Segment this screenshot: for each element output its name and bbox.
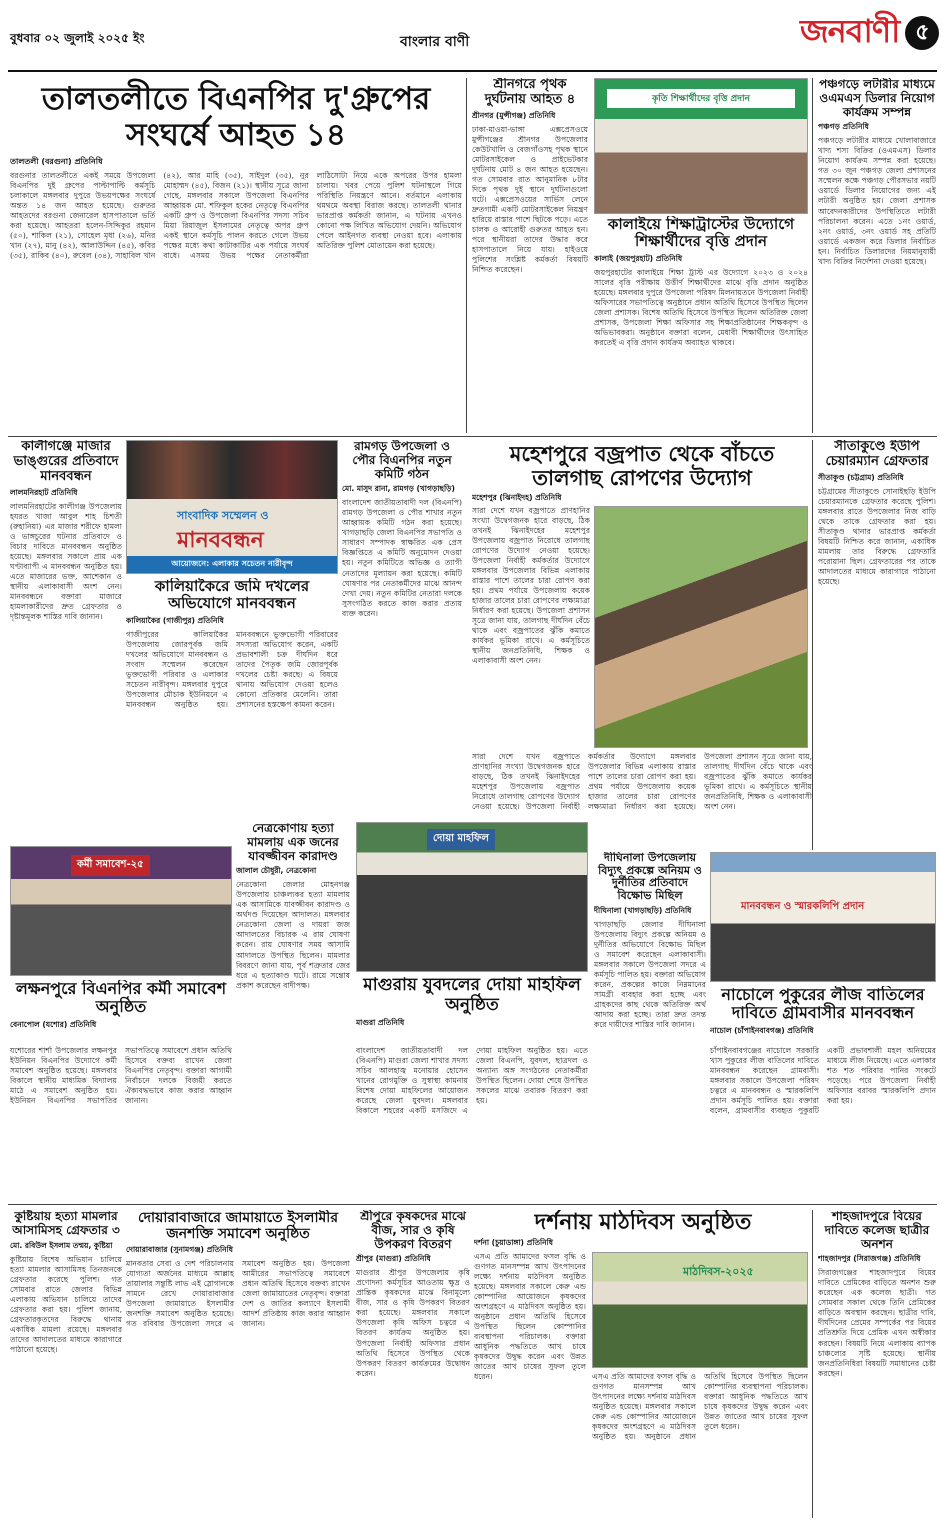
body-sreepur: মাগুরার শ্রীপুর উপজেলায় কৃষি প্রণোদনা কর্মসূচির আওতায় ক্ষুদ্র ও প্রান্তিক কৃষকদের মাঝে বিনামূল্যে বীজ, সার ও কৃষি উপকরণ বিতরণ করা হয়েছে। মঙ্গলবার সকালে উপজেলা কৃষি অফিস চত্বরে এ বিতরণ কার্যক্রম অনুষ্ঠিত হয়। উপজেলা নির্বাহী অফিসার প্রধান অতিথি হিসেবে উপস্থিত থেকে উপকরণ বিতরণ কার্যক্রমের উদ্বোধন করেন। [356, 1268, 470, 1378]
body-kaliakair: গাজীপুরের কালিয়াকৈর উপজেলায় জোরপূর্বক জমি দখলের অভিযোগে মানববন্ধন ও সংবাদ সম্মেলন করেছেন ভুক্তভোগী পরিবার ও এলাকার সচেতন নারীবৃন্দ। মঙ্গলবার দুপুরে উপজেলার মৌচাক ইউনিয়নে এ মানববন্ধন অনুষ্ঠিত হয়। মানববন্ধনে ভুক্তভোগী পরিবারের সদস্যরা অভিযোগ করেন, একটি প্রভাবশালী চক্র দীর্ঘদিন ধরে তাদের পৈতৃক জমি জোরপূর্বক দখলের চেষ্টা করছে। এ বিষয়ে থানায় অভিযোগ দেওয়া হলেও কোনো প্রতিকার মেলেনি। তারা প্রশাসনের হস্তক্ষেপ কামনা করেন। [126, 629, 338, 709]
article-taltoli [10, 78, 462, 430]
lakshmanpur-banner: কর্মী সমাবেশ-২৫ [71, 855, 150, 876]
kalai-banner: কৃতি শিক্ষার্থীদের বৃত্তি প্রদান [607, 89, 795, 108]
article-ramgarh [342, 440, 462, 740]
body-dowarabazar: মানবতার সেবা ও দেশ পরিচালনায় যোগ্যতা অর্জনের মাধ্যমে আল্লাহ তায়ালার সন্তুষ্টি লাভ এই স্লোগানকে সামনে রেখে দোয়ারাবাজার উপজেলা জামায়াতে ইসলামীর জনশক্তি সমাবেশ অনুষ্ঠিত হয়েছে। গত রবিবার উপজেলা সদরে এ সমাবেশ অনুষ্ঠিত হয়। উপজেলা আমীরের সভাপতিত্বে সমাবেশে প্রধান অতিথি হিসেবে বক্তব্য রাখেন জেলা জামায়াতের নেতৃবৃন্দ। বক্তারা দেশ ও জাতির কল্যাণে ইসলামী আদর্শ প্রতিষ্ঠায় কাজ করার আহ্বান জানান। [126, 1259, 350, 1329]
headline-kaliganj: কালীগঞ্জে মাজার ভাঙ্গুরের প্রতিবাদে মানববন্ধন [13, 440, 119, 484]
byline-sreenagar: শ্রীনগর (মুন্সীগঞ্জ) প্রতিনিধি [472, 110, 556, 120]
article-panchagarh [818, 78, 936, 430]
byline-taltoli: তালতলী (বরগুনা) প্রতিনিধি [10, 157, 103, 167]
byline-kushtia: মো. রবিউল ইসলাম তন্ময়, কুষ্টিয়া [10, 1240, 113, 1250]
headline-sitakunda: সীতাকুণ্ডে ইউপি চেয়ারম্যান গ্রেফতার [825, 440, 929, 469]
byline-kaliakair: কালিয়াকৈর (গাজীপুর) প্রতিনিধি [126, 615, 224, 625]
byline-ramgarh: মো. মাসুদ রানা, রামগড় (খাগড়াছড়ি) [342, 484, 455, 494]
article-sitakunda [818, 440, 936, 850]
byline-nachole: নাচোল (চাঁপাইনবাবগঞ্জ) প্রতিনিধি [710, 1025, 814, 1035]
darshana-banner: মাঠদিবস-২০২৫ [683, 1265, 754, 1278]
masthead-date: বুধবার ০২ জুলাই ২০২৫ ইং [10, 31, 145, 45]
rule-h-1 [8, 436, 937, 437]
photo-lakshmanpur-rally [10, 846, 232, 976]
byline-dowarabazar: দোয়ারাবাজার (সুনামগঞ্জ) প্রতিনিধি [126, 1245, 233, 1255]
byline-panchagarh: পঞ্চগড় প্রতিনিধি [818, 122, 869, 132]
lakshmanpur-body-wrap [10, 1046, 232, 1196]
headline-ramgarh: রামগড় উপজেলা ও পৌর বিএনপির নতুন কমিটি গঠন [352, 440, 452, 481]
article-kalai [594, 216, 808, 434]
body-darshana: এসএ প্রতি আমাদের ফসল বৃদ্ধি ও গুণগত মানসম্পন্ন আখ উৎপাদনের লক্ষ্যে দর্শনায় মাঠদিবস অনুষ্ঠিত হয়েছে। মঙ্গলবার সকালে কেরু এন্ড কোম্পানির আয়োজনে কৃষকদের অংশগ্রহণে এ মাঠদিবস অনুষ্ঠিত হয়। অনুষ্ঠানে প্রধান অতিথি হিসেবে উপস্থিত ছিলেন কোম্পানির ব্যবস্থাপনা পরিচালক। বক্তারা আধুনিক পদ্ধতিতে আখ চাষে কৃষকদের উদ্বুদ্ধ করেন এবং উন্নত জাতের আখ চাষের সুফল তুলে ধরেন। [474, 1252, 586, 1382]
kaliakair-banner-sub: আয়োজনে: এলাকার সচেতন নারীবৃন্দ [127, 556, 337, 573]
article-netrokona [236, 822, 350, 1192]
photo-maheshpur-palm-planting [594, 506, 808, 748]
magura-banner: দোয়া মাহফিল [427, 829, 495, 850]
masthead-rule [8, 70, 937, 72]
byline-kalai: কালাই (জয়পুরহাট) প্রতিনিধি [594, 253, 683, 263]
body-magura: বাংলাদেশ জাতীয়তাবাদী দল (বিএনপি) মাগুরা জেলা শাখার সদস্য সচিব আলহাজ্ব মনোয়ার হোসেন খানের রোগমুক্তি ও সুস্বাস্থ্য কামনায় বিশেষ দোয়া মাহফিলের আয়োজন করেছে জেলা যুবদল। মঙ্গলবার বিকালে শহরের একটি মসজিদে এ দোয়া মাহফিল অনুষ্ঠিত হয়। এতে জেলা বিএনপি, যুবদল, ছাত্রদল ও অন্যান্য অঙ্গ সংগঠনের নেতাকর্মীরা উপস্থিত ছিলেন। দোয়া শেষে উপস্থিত সকলের মাঝে তবারক বিতরণ করা হয়। [356, 1046, 588, 1116]
kaliakair-crowd [127, 441, 337, 499]
headline-sreenagar: শ্রীনগরে পৃথক দুর্ঘটনায় আহত ৪ [484, 78, 576, 107]
headline-kaliakair: কালিয়াকৈরে জমি দখলের অভিযোগে মানববন্ধন [154, 578, 310, 613]
byline-kaliganj: লালমনিরহাট প্রতিনিধি [10, 487, 78, 497]
rule-v-4 [812, 1210, 813, 1518]
body-maheshpur: সারা দেশে যখন বজ্রপাতে প্রাণহানির সংখ্যা উদ্বেগজনক হারে বাড়ছে, ঠিক তখনই ঝিনাইদহের মহেশপুর উপজেলায় বজ্রপাত নিরোধে তালগাছ রোপণের উদ্যোগ নেওয়া হয়েছে। উপজেলা নির্বাহী কর্মকর্তার উদ্যোগে মঙ্গলবার উপজেলার বিভিন্ন এলাকায় রাস্তার পাশে তালের চারা রোপণ করা হয়। প্রথম পর্যায়ে উপজেলায় কয়েক হাজার তালের চারা রোপণের লক্ষ্যমাত্রা নির্ধারণ করা হয়েছে। উপজেলা প্রশাসন সূত্রে জানা যায়, তালগাছ দীর্ঘদিন বেঁচে থাকে এবং বজ্রপাতের ঝুঁকি কমাতে কার্যকর ভূমিকা রাখে। এ কর্মসূচিতে স্থানীয় জনপ্রতিনিধি, শিক্ষক ও এলাকাবাসী অংশ নেন। [472, 506, 590, 666]
kaliakair-banner-top: সাংবাদিক সম্মেলন ও [177, 509, 269, 522]
headline-sreepur: শ্রীপুরে কৃষকদের মাঝে বীজ, সার ও কৃষি উপকরণ বিতরণ [360, 1210, 466, 1251]
nachole-banner: মানববন্ধন ও স্মারকলিপি প্রদান [741, 901, 865, 912]
article-sreenagar [472, 78, 588, 418]
photo-nachole-rally [710, 852, 936, 982]
body-dighinala: খাগড়াছড়ি জেলার দীঘিনালা উপজেলায় বিদ্যুৎ প্রকল্পে অনিয়ম ও দুর্নীতির অভিযোগে বিক্ষোভ মিছিল ও সমাবেশ করেছেন এলাকাবাসী। মঙ্গলবার সকালে উপজেলা সদরে এ কর্মসূচি পালিত হয়। বক্তারা অভিযোগ করেন, প্রকল্পের কাজে নিম্নমানের সামগ্রী ব্যবহার করা হচ্ছে এবং গ্রাহকদের কাছ থেকে অতিরিক্ত অর্থ আদায় করা হচ্ছে। তারা দ্রুত তদন্ত করে দায়ীদের শাস্তির দাবি জানান। [594, 919, 706, 1029]
body-taltoli: বরগুনার তালতলীতে একই সময়ে উপজেলা বিএনপির দুই গ্রুপের পাল্টাপাল্টি কর্মসূচি চলাকালে মঙ্গলবার দুপুরে উভয়পক্ষের সংঘর্ষে অন্তত ১৪ জন আহত হয়েছে। গুরুতর আহতদের বরগুনা জেনারেল হাসপাতালে ভর্তি করা হয়েছে। আহতরা হলেন-সিদ্দিকুর রহমান (৫০), শাকিল (২১), সোহেল মৃধা (২৬), মনির খান (২৭), মানু (৪২), আলাউদ্দিন (৪৫), কবির (৩৫), রাকিব (৪০), রুবেল (৩৪), সাহাবিল খান (৪২), আর মাহি (৩৫), সাইদুল (৩৫), নুর মোহাম্মদ (৪৫), বিজন (২১)। স্থানীয় সূত্রে জানা গেছে, মঙ্গলবার সকালে উপজেলা বিএনপির আহ্বায়ক মো. শফিকুল হকের নেতৃত্বে বিএনপির একটি গ্রুপ ও উপজেলা বিএনপির সদস্য সচিব মিয়া রিয়াজুল ইসলামের নেতৃত্বে অপর গ্রুপ একই স্থানে কর্মসূচি পালন করতে গেলে উভয় পক্ষের মধ্যে কথা কাটাকাটির এক পর্যায়ে সংঘর্ষ বাধে। এসময় উভয় পক্ষের নেতাকর্মীরা লাঠিসোটা নিয়ে একে অপরের উপর হামলা চালায়। খবর পেয়ে পুলিশ ঘটনাস্থলে গিয়ে পরিস্থিতি নিয়ন্ত্রণে আনে। বর্তমানে এলাকায় থমথমে অবস্থা বিরাজ করছে। তালতলী থানার ভারপ্রাপ্ত কর্মকর্তা জানান, এ ঘটনায় এখনও কোনো পক্ষ লিখিত অভিযোগ দেয়নি। অভিযোগ পেলে আইনগত ব্যবস্থা নেওয়া হবে। এলাকায় অতিরিক্ত পুলিশ মোতায়েন করা হয়েছে। [10, 171, 462, 261]
headline-nachole: নাচোলে পুকুরের লীজ বাতিলের দাবিতে গ্রামবাসীর মানববন্ধন [721, 986, 925, 1023]
body-sreenagar: ঢাকা-মাওয়া-ভাঙ্গা এক্সপ্রেসওয়ে মুন্সীগঞ্জের শ্রীনগর উপজেলার কেউটখালি ও বেজগাঁওসহ পৃথক স্থানে মোটরসাইকেল ও প্রাইভেটকার দুর্ঘটনায় মোট ৪ জন আহত হয়েছেন। গত সোমবার রাত আনুমানিক ৮টার দিকে পৃথক দুই স্থানে দুর্ঘটনাগুলো ঘটে। এক্সপ্রেসওয়ের সার্ভিস লেনে দ্রুতগামী একটি মোটরসাইকেল নিয়ন্ত্রণ হারিয়ে রাস্তার পাশে ছিটকে পড়ে। এতে চালক ও আরোহী গুরুতর আহত হন। পরে স্থানীয়রা তাদের উদ্ধার করে হাসপাতালে নিয়ে যায়। হাইওয়ে পুলিশের সংশ্লিষ্ট কর্মকর্তা বিষয়টি নিশ্চিত করেছেন। [472, 124, 588, 275]
article-kaliakair [126, 578, 338, 840]
darshana-body-bottom [592, 1372, 808, 1518]
byline-netrokona: জালাল চৌধুরী, নেত্রকোনা [236, 866, 317, 876]
article-dowarabazar [126, 1210, 350, 1518]
body-panchagarh: পঞ্চগড়ে লটারীর মাধ্যমে খোলাবাজারে খাদ্য শস্য বিক্রির (ওএমএস) ডিলার নিয়োগ কার্যক্রম সম্পন্ন করা হয়েছে। গত ৩০ জুন পঞ্চগড় জেলা প্রশাসনের সম্মেলন কক্ষে পঞ্চগড় পৌরসভার নয়টি ওয়ার্ডে ডিলার নিয়োগের জন্য এই লটারী অনুষ্ঠিত হয়। জেলা প্রশাসক আবেদনকারীদের উপস্থিতিতে লটারী পরিচালনা করেন। এতে ১নং ওয়ার্ড, ২নং ওয়ার্ড, ৩নং ওয়ার্ড সহ প্রতিটি ওয়ার্ডে একজন করে ডিলার নির্বাচিত হন। নির্বাচিত ডিলারদের নিয়মানুযায়ী খাদ্য বিক্রির নির্দেশনা দেওয়া হয়েছে। [818, 136, 936, 266]
darshana-body-col [474, 1252, 586, 1518]
body-maheshpur-continued: সারা দেশে যখন বজ্রপাতে প্রাণহানির সংখ্যা উদ্বেগজনক হারে বাড়ছে, ঠিক তখনই ঝিনাইদহের মহেশপুর উপজেলায় বজ্রপাত নিরোধে তালগাছ রোপণের উদ্যোগ নেওয়া হয়েছে। উপজেলা নির্বাহী কর্মকর্তার উদ্যোগে মঙ্গলবার উপজেলার বিভিন্ন এলাকায় রাস্তার পাশে তালের চারা রোপণ করা হয়। প্রথম পর্যায়ে উপজেলায় কয়েক হাজার তালের চারা রোপণের লক্ষ্যমাত্রা নির্ধারণ করা হয়েছে। উপজেলা প্রশাসন সূত্রে জানা যায়, তালগাছ দীর্ঘদিন বেঁচে থাকে এবং বজ্রপাতের ঝুঁকি কমাতে কার্যকর ভূমিকা রাখে। এ কর্মসূচিতে স্থানীয় জনপ্রতিনিধি, শিক্ষক ও এলাকাবাসী অংশ নেন। [472, 752, 812, 812]
headline-shahjadpur: শাহজাদপুরে বিয়ের দাবিতে কলেজ ছাত্রীর অনশন [824, 1210, 930, 1251]
body-darshana-continued: এসএ প্রতি আমাদের ফসল বৃদ্ধি ও গুণগত মানসম্পন্ন আখ উৎপাদনের লক্ষ্যে দর্শনায় মাঠদিবস অনুষ্ঠিত হয়েছে। মঙ্গলবার সকালে কেরু এন্ড কোম্পানির আয়োজনে কৃষকদের অংশগ্রহণে এ মাঠদিবস অনুষ্ঠিত হয়। অনুষ্ঠানে প্রধান অতিথি হিসেবে উপস্থিত ছিলেন কোম্পানির ব্যবস্থাপনা পরিচালক। বক্তারা আধুনিক পদ্ধতিতে আখ চাষে কৃষকদের উদ্বুদ্ধ করেন এবং উন্নত জাতের আখ চাষের সুফল তুলে ধরেন। [592, 1372, 808, 1442]
body-netrokona: নেত্রকোনা জেলার মোহনগঞ্জ উপজেলায় চাঞ্চল্যকর হত্যা মামলায় এক আসামিকে যাবজ্জীবন কারাদণ্ড ও অর্থদণ্ড দিয়েছেন আদালত। মঙ্গলবার নেত্রকোনা জেলা ও দায়রা জজ আদালতের বিচারক এ রায় ঘোষণা করেন। রায় ঘোষণার সময় আসামি আদালতে উপস্থিত ছিলেন। মামলার বিবরণে জানা যায়, পূর্ব শত্রুতার জের ধরে এ হত্যাকাণ্ড ঘটে। রায়ে সন্তোষ প্রকাশ করেছেন বাদীপক্ষ। [236, 880, 350, 990]
magura-body-wrap [356, 1046, 588, 1196]
headline-kushtia: কুষ্টিয়ায় হত্যা মামলার আসামিসহ গ্রেফতার ৩ [12, 1210, 120, 1237]
headline-magura: মাগুরায় যুবদলের দোয়া মাহফিল অনুষ্ঠিত [363, 976, 581, 1015]
headline-dighinala: দীঘিনালা উপজেলায় বিদ্যুৎ প্রকল্পে অনিয়ম ও দুর্নীতির প্রতিবাদে বিক্ষোভ মিছিল [598, 852, 702, 902]
body-ramgarh: বাংলাদেশ জাতীয়তাবাদী দল (বিএনপি) রামগড় উপজেলা ও পৌর শাখার নতুন আহ্বায়ক কমিটি গঠন করা হয়েছে। খাগড়াছড়ি জেলা বিএনপির সভাপতি ও সাধারণ সম্পাদক স্বাক্ষরিত এক প্রেস বিজ্ঞপ্তিতে এ কমিটি অনুমোদন দেওয়া হয়। নতুন কমিটিতে অভিজ্ঞ ও ত্যাগী নেতাদের মূল্যায়ন করা হয়েছে। কমিটি ঘোষণার পর নেতাকর্মীদের মাঝে আনন্দ দেখা দেয়। নতুন কমিটির নেতারা দলকে সুসংগঠিত করতে কাজ করার প্রত্যয় ব্যক্ত করেন। [342, 498, 462, 618]
photo-magura-prayer [356, 822, 588, 972]
newspaper-logo [800, 8, 939, 58]
body-kalai: জয়পুরহাটের কালাইয়ে শিক্ষা ট্রাস্ট এর উদ্যোগে ২০২৩ ও ২০২৪ সালের বৃত্তি পরীক্ষায় উত্তীর্ণ শিক্ষার্থীদের মাঝে বৃত্তি প্রদান অনুষ্ঠিত হয়েছে। মঙ্গলবার দুপুরে উপজেলা পরিষদ মিলনায়তনে উপজেলা নির্বাহী অফিসারের সভাপতিত্বে অনুষ্ঠানে প্রধান অতিথি হিসেবে উপস্থিত ছিলেন জেলা প্রশাসক। বিশেষ অতিথি হিসেবে উপস্থিত ছিলেন অতিরিক্ত জেলা প্রশাসক, উপজেলা শিক্ষা অফিসার সহ শিক্ষাপ্রতিষ্ঠানের শিক্ষকবৃন্দ ও অভিভাবকরা। অনুষ্ঠানে বক্তারা বলেন, মেধাবী শিক্ষার্থীদের উৎসাহিত করতেই এ বৃত্তি প্রদান কার্যক্রম অব্যাহত থাকবে। [594, 267, 808, 347]
body-sitakunda: চট্টগ্রামের সীতাকুণ্ডে সোনাইছড়ি ইউপি চেয়ারম্যানকে গ্রেফতার করেছে পুলিশ। মঙ্গলবার রাতে উপজেলার নিজ বাড়ি থেকে তাকে গ্রেফতার করা হয়। সীতাকুণ্ড থানার ভারপ্রাপ্ত কর্মকর্তা বিষয়টি নিশ্চিত করে জানান, একাধিক মামলায় তার বিরুদ্ধে গ্রেফতারি পরোয়ানা ছিল। গ্রেফতারের পর তাকে আদালতের মাধ্যমে কারাগারে পাঠানো হয়েছে। [818, 486, 936, 587]
byline-sreepur: শ্রীপুর (মাগুরা) প্রতিনিধি [356, 1254, 431, 1264]
byline-lakshmanpur: বেনাপোল (যশোর) প্রতিনিধি [10, 1019, 97, 1029]
photo-kalai-scholarship [594, 78, 808, 214]
logo-text: জনবাণী [800, 12, 900, 50]
page-number: ৫ [905, 16, 939, 50]
rule-h-2 [8, 1204, 937, 1205]
kaliakair-banner-main: মানববন্ধন [177, 528, 264, 553]
article-kushtia [10, 1210, 122, 1518]
headline-maheshpur: মহেশপুরে বজ্রপাত থেকে বাঁচতে তালগাছ রোপণের উদ্যোগ [509, 442, 775, 491]
byline-magura: মাগুরা প্রতিনিধি [356, 1018, 405, 1028]
byline-maheshpur: মহেশপুর (ঝিনাইদহ) প্রতিনিধি [472, 493, 562, 503]
body-shahjadpur: সিরাজগঞ্জের শাহজাদপুরে বিয়ের দাবিতে প্রেমিকের বাড়িতে অনশন শুরু করেছেন এক কলেজ ছাত্রী। গত সোমবার সকাল থেকে তিনি প্রেমিকের বাড়িতে অবস্থান করছেন। ছাত্রীর দাবি, দীর্ঘদিনের প্রেমের সম্পর্কের পর বিয়ের প্রতিশ্রুতি দিয়ে প্রেমিক এখন অস্বীকার করছেন। বিষয়টি নিয়ে এলাকায় ব্যাপক চাঞ্চল্যের সৃষ্টি হয়েছে। স্থানীয় জনপ্রতিনিধিরা বিষয়টি সমাধানের চেষ্টা করছেন। [818, 1268, 936, 1378]
masthead-paper-name: বাংলার বাণী [400, 34, 470, 50]
rule-v-2 [812, 78, 813, 433]
nachole-body-wrap [710, 1046, 936, 1196]
body-nachole: চাঁপাইনবাবগঞ্জের নাচোলে সরকারি খাস পুকুরের লীজ বাতিলের দাবিতে মানববন্ধন করেছেন গ্রামবাসী। মঙ্গলবার সকালে উপজেলা পরিষদ চত্বরে এ মানববন্ধন ও স্মারকলিপি প্রদান কর্মসূচি পালিত হয়। বক্তারা বলেন, গ্রামবাসীর ব্যবহৃত পুকুরটি একটি প্রভাবশালী মহল অনিয়মের মাধ্যমে লীজ নিয়েছে। এতে এলাকার শত শত পরিবার পানির সংকটে পড়েছে। পরে উপজেলা নির্বাহী অফিসার বরাবর স্মারকলিপি প্রদান করা হয়। [710, 1046, 936, 1116]
article-sreepur [356, 1210, 470, 1518]
article-dighinala [594, 852, 706, 1192]
photo-kaliakair-rally [126, 440, 338, 574]
body-lakshmanpur: যশোরের শার্শা উপজেলার লক্ষনপুর ইউনিয়ন বিএনপির উদ্যোগে কর্মী সমাবেশ অনুষ্ঠিত হয়েছে। মঙ্গলবার বিকালে স্থানীয় মাধ্যমিক বিদ্যালয় মাঠে এ সমাবেশ অনুষ্ঠিত হয়। ইউনিয়ন বিএনপির সভাপতির সভাপতিত্বে সমাবেশে প্রধান অতিথি হিসেবে বক্তব্য রাখেন জেলা বিএনপির নেতৃবৃন্দ। বক্তারা আগামী নির্বাচনে দলকে বিজয়ী করতে ঐক্যবদ্ধভাবে কাজ করার আহ্বান জানান। [10, 1046, 232, 1106]
headline-dowarabazar: দোয়ারাবাজারে জামায়াতে ইসলামীর জনশক্তি সমাবেশ অনুষ্ঠিত [137, 1210, 339, 1243]
photo-darshana-field-day [592, 1252, 808, 1368]
article-kaliganj [10, 440, 122, 840]
article-shahjadpur [818, 1210, 936, 1518]
byline-shahjadpur: শাহজাদপুর (সিরাজগঞ্জ) প্রতিনিধি [818, 1254, 921, 1264]
headline-kalai: কালাইয়ে শিক্ষাট্রাস্টের উদ্যোগে শিক্ষার্থীদের বৃত্তি প্রদান [607, 216, 795, 251]
headline-lakshmanpur: লক্ষনপুরে বিএনপির কর্মী সমাবেশ অনুষ্ঠিত [15, 980, 227, 1017]
byline-dighinala: দীঘিনালা (খাগড়াছড়ি) প্রতিনিধি [594, 905, 692, 915]
maheshpur-body-col [472, 506, 590, 752]
headline-taltoli: তালতলীতে বিএনপির দু'গ্রুপের সংঘর্ষে আহত ১৪ [41, 81, 431, 153]
body-kushtia: কুষ্টিয়ায় বিশেষ অভিযান চালিয়ে হত্যা মামলার আসামিসহ তিনজনকে গ্রেফতার করেছে পুলিশ। গত সোমবার রাতে জেলার বিভিন্ন এলাকায় অভিযান চালিয়ে তাদের গ্রেফতার করা হয়। পুলিশ জানায়, গ্রেফতারকৃতদের বিরুদ্ধে থানায় একাধিক মামলা রয়েছে। মঙ্গলবার তাদের আদালতের মাধ্যমে কারাগারে পাঠানো হয়েছে। [10, 1254, 122, 1354]
headline-netrokona: নেত্রকোণায় হত্যা মামলায় এক জনের যাবজ্জীবন কারাদণ্ড [247, 822, 339, 863]
masthead [0, 0, 945, 72]
rule-v-3 [812, 440, 813, 850]
byline-sitakunda: সীতাকুণ্ড (চট্টগ্রাম) প্রতিনিধি [818, 472, 904, 482]
headline-panchagarh: পঞ্চগড়ে লটারীর মাধ্যমে ওএমএস ডিলার নিয়োগ কার্যক্রম সম্পন্ন [819, 78, 935, 119]
byline-darshana: দর্শনা (চুয়াডাঙ্গা) প্রতিনিধি [474, 1238, 553, 1248]
body-kaliganj: লালমনিরহাটের কালীগঞ্জ উপজেলায় হযরত খাজা আবুল শাহ চিশতী (রুহানিয়া) এর মাজার শরীফে হামলা ও ভাঙ্গচুরের ঘটনার প্রতিবাদে ও বিচার দাবিতে মানববন্ধন অনুষ্ঠিত হয়েছে। মঙ্গলবার সকালে প্রায় এক ঘণ্টাব্যাপী এ মানববন্ধন অনুষ্ঠিত হয়। এতে মাজারের ভক্ত, আশেকান ও স্থানীয় এলাকাবাসী অংশ নেন। মানববন্ধনে বক্তারা মাজারে হামলাকারীদের দ্রুত গ্রেফতার ও দৃষ্টান্তমূলক শাস্তির দাবি জানান। [10, 501, 122, 621]
headline-darshana: দর্শনায় মাঠদিবস অনুষ্ঠিত [534, 1210, 752, 1235]
rule-v-1 [466, 78, 467, 433]
